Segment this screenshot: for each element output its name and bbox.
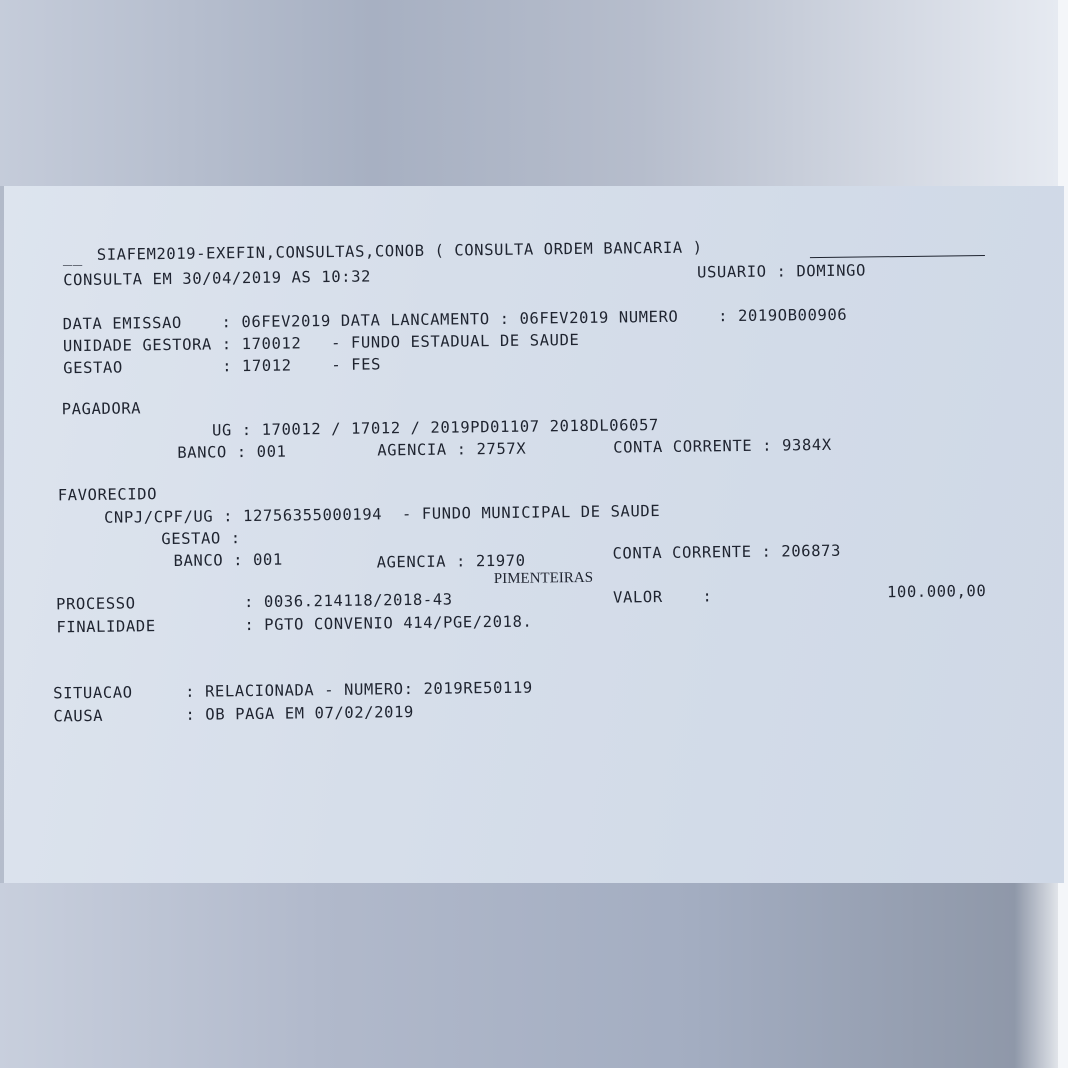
favorecido-agencia-nome: PIMENTEIRAS	[493, 569, 594, 588]
pagadora-title: PAGADORA	[61, 399, 142, 419]
situacao-label: SITUACAO	[53, 683, 133, 703]
pagadora-agencia: AGENCIA : 2757X	[377, 439, 527, 460]
finalidade-value: : PGTO CONVENIO 414/PGE/2018.	[244, 612, 533, 635]
finalidade-label: FINALIDADE	[56, 617, 156, 637]
favorecido-title: FAVORECIDO	[57, 485, 158, 505]
consulta-datetime: CONSULTA EM 30/04/2019 AS 10:32	[63, 267, 372, 290]
printed-document	[4, 186, 1064, 883]
favorecido-cnpj: CNPJ/CPF/UG : 12756355000194 - FUNDO MUNICIPAL DE SAUDE	[103, 502, 661, 527]
header-title: SIAFEM2019-EXEFIN,CONSULTAS,CONOB ( CONSULTA ORDEM BANCARIA )	[96, 238, 703, 264]
usuario: USUARIO : DOMINGO	[696, 261, 867, 282]
blurred-background-bottom	[0, 883, 1068, 1068]
processo-value: : 0036.214118/2018-43	[243, 590, 453, 612]
data-emissao-line: DATA EMISSAO : 06FEV2019 DATA LANCAMENTO : 06FEV2019 NUMERO : 2019OB00906	[62, 305, 848, 334]
printout-text	[4, 186, 1064, 883]
header-rule	[810, 255, 985, 258]
situacao-value: : RELACIONADA - NUMERO: 2019RE50119	[185, 678, 533, 701]
processo-label: PROCESSO	[56, 594, 136, 614]
pagadora-banco: BANCO : 001	[177, 442, 287, 462]
causa-label: CAUSA	[53, 706, 104, 726]
favorecido-conta: CONTA CORRENTE : 206873	[612, 541, 842, 563]
unidade-gestora-line: UNIDADE GESTORA : 170012 - FUNDO ESTADUAL DE SAUDE	[62, 330, 580, 356]
favorecido-gestao: GESTAO :	[161, 529, 241, 549]
valor-label: VALOR :	[612, 587, 713, 607]
favorecido-agencia: AGENCIA : 21970	[376, 551, 526, 572]
gestao-line: GESTAO : 17012 - FES	[63, 355, 382, 378]
pagadora-conta: CONTA CORRENTE : 9384X	[613, 435, 832, 457]
favorecido-banco: BANCO : 001	[173, 550, 283, 570]
header-prefix: __	[62, 248, 83, 267]
valor-amount: 100.000,00	[886, 582, 987, 602]
pagadora-ug: UG : 170012 / 17012 / 2019PD01107 2018DL06057	[211, 416, 660, 440]
blurred-background-top	[0, 0, 1068, 186]
causa-value: : OB PAGA EM 07/02/2019	[185, 703, 415, 724]
